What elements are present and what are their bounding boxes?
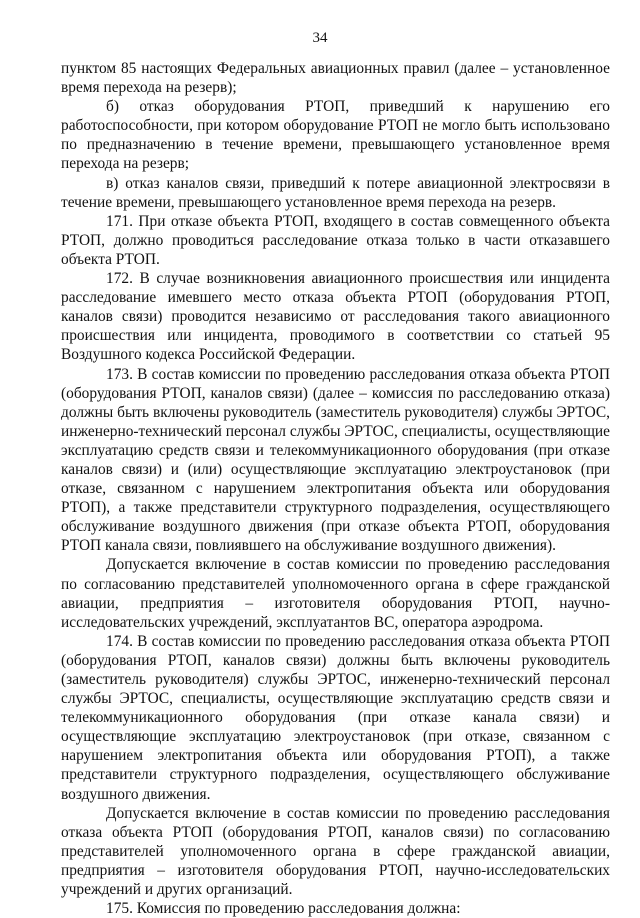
document-body <box>61 59 610 918</box>
paragraph-item-v: в) отказ каналов связи, приведший к потере авиационной электросвязи в течение времени, превышающего установленное время перехода на резерв. <box>61 174 610 211</box>
paragraph-continuation: пунктом 85 настоящих Федеральных авиационных правил (далее – установленное время перехода на резерв); <box>61 60 610 97</box>
paragraph-173: 173. В состав комиссии по проведению расследования отказа объекта РТОП (оборудования РТОП, каналов связи) (далее – комиссия по расследованию отказа) должны быть включены руководитель (заместитель руководителя) службы ЭРТОС, инженерно-технический персонал службы ЭРТОС, специалисты, осуществляющие эксплуатацию средств связи и телекоммуникационного оборудования (при отказе каналов связи) и (или) осуществляющие эксплуатацию электроустановок (при отказе, связанном с нарушением электропитания объекта или оборудования РТОП), а также представители структурного подразделения, осуществляющего обслуживание воздушного движения (при отказе объекта РТОП, оборудования РТОП канала связи, повлиявшего на обслуживание воздушного движения). <box>61 365 610 555</box>
page-number: 34 <box>312 30 328 46</box>
paragraph-173-addendum: Допускается включение в состав комиссии по проведению расследования по согласованию представителей уполномоченного органа в сфере гражданской авиации, предприятия – изготовителя оборудования РТОП, научно-исследовательских учреждений, эксплуатантов ВС, оператора аэродрома. <box>61 556 610 631</box>
paragraph-171: 171. При отказе объекта РТОП, входящего в состав совмещенного объекта РТОП, должно проводиться расследование отказа только в части отказавшего объекта РТОП. <box>61 212 610 268</box>
paragraph-174: 174. В состав комиссии по проведению расследования отказа объекта РТОП (оборудования РТОП, каналов связи) должны быть включены руководитель (заместитель руководителя) службы ЭРТОС, инженерно-технический персонал службы ЭРТОС, специалисты, осуществляющие эксплуатацию средств связи и телекоммуникационного оборудования (при отказе канала связи) и осуществляющие эксплуатацию электроустановок (при отказе, связанном с нарушением электропитания объекта или оборудования РТОП), а также представители структурного подразделения, осуществляющего обслуживание воздушного движения. <box>61 632 610 803</box>
paragraph-item-b: б) отказ оборудования РТОП, приведший к нарушению его работоспособности, при котором оборудование РТОП не могло быть использовано по предназначению в течение времени, превышающего установленное время перехода на резерв; <box>61 98 610 173</box>
paragraph-174-addendum: Допускается включение в состав комиссии по проведению расследования отказа объекта РТОП (оборудования РТОП, каналов связи) по согласованию представителей уполномоченного органа в сфере гражданской авиации, предприятия – изготовителя оборудования РТОП, научно-исследовательских учреждений и других организаций. <box>61 804 610 899</box>
paragraph-175: 175. Комиссия по проведению расследования должна: <box>106 900 461 918</box>
paragraph-172: 172. В случае возникновения авиационного происшествия или инцидента расследование имевшего место отказа объекта РТОП (оборудования РТОП, каналов связи) проводится независимо от расследования такого авиационного происшествия или инцидента, проводимого в соответствии со статьей 95 Воздушного кодекса Российской Федерации. <box>61 270 610 364</box>
